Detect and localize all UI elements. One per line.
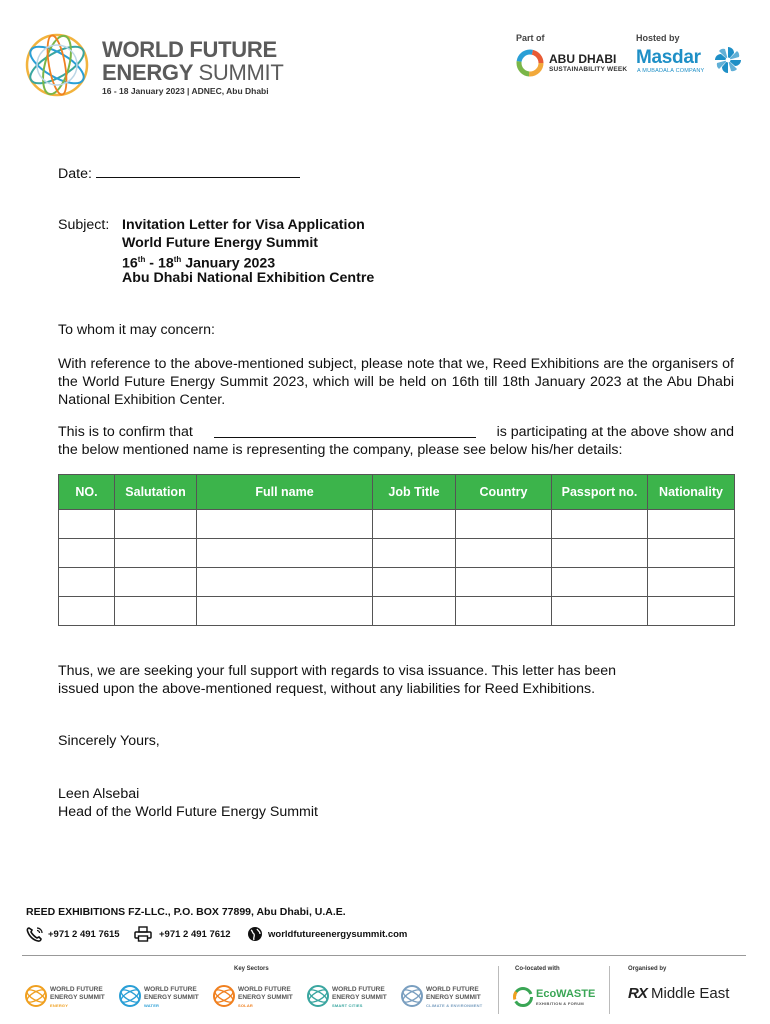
table-cell[interactable]: [648, 597, 735, 626]
table-cell[interactable]: [552, 568, 648, 597]
globe-icon: [246, 926, 264, 942]
table-cell[interactable]: [456, 539, 552, 568]
table-cell[interactable]: [373, 510, 456, 539]
ecowaste-ring-icon: [512, 986, 534, 1008]
subject-lines: [122, 216, 374, 286]
table-row: [59, 597, 735, 626]
masdar-sub: A MUBADALA COMPANY: [637, 68, 705, 74]
table-cell[interactable]: [59, 597, 115, 626]
table-cell[interactable]: [197, 539, 373, 568]
table-cell[interactable]: [648, 510, 735, 539]
organised-label: Organised by: [628, 966, 667, 972]
fax-icon: [134, 926, 152, 942]
table-cell[interactable]: [456, 510, 552, 539]
subject-label: Subject:: [58, 217, 110, 233]
table-cell[interactable]: [59, 539, 115, 568]
table-cell[interactable]: [59, 510, 115, 539]
table-cell[interactable]: [197, 597, 373, 626]
colocated-label: Co-located with: [515, 966, 560, 972]
masdar-swirl-icon: [712, 44, 744, 76]
rx-middle-east-logo: RX Middle East: [628, 985, 730, 1002]
table-row: [59, 510, 735, 539]
table-header-row: [59, 475, 735, 510]
footer-phone: +971 2 491 7615: [48, 929, 120, 940]
paragraph-1: With reference to the above-mentioned subject, please note that we, Reed Exhibitions are the organisers of the World Future Energy Summit 2023, which will be held on 16th till 18th January 2023 at the Abu Dhabi National Exhibition Center.: [58, 356, 734, 408]
closing: Sincerely Yours,: [58, 733, 160, 749]
date-line: [58, 163, 300, 183]
participant-table: [58, 474, 735, 626]
abu-dhabi-name: ABU DHABI: [549, 52, 617, 66]
event-title: WORLD FUTURE ENERGY SUMMIT: [102, 37, 284, 85]
table-row: [59, 568, 735, 597]
ecowaste-logo: EcoWASTE EXHIBITION & FORUM: [512, 985, 602, 1011]
date-blank: [96, 163, 300, 178]
table-cell[interactable]: [648, 539, 735, 568]
table-cell[interactable]: [552, 597, 648, 626]
sector-globe-icon: [24, 984, 48, 1008]
table-cell[interactable]: [197, 568, 373, 597]
signer-title: Head of the World Future Energy Summit: [58, 804, 318, 820]
sector-logo-climate: WORLD FUTURE ENERGY SUMMIT CLIMATE & ENVIRONMENT: [400, 984, 488, 1010]
table-cell[interactable]: [552, 510, 648, 539]
sector-logo-solar: WORLD FUTURE ENERGY SUMMIT SOLAR: [212, 984, 300, 1010]
table-cell[interactable]: [115, 510, 197, 539]
sector-globe-icon: [212, 984, 236, 1008]
subject-line-1: Invitation Letter for Visa Application: [122, 217, 365, 233]
sector-globe-icon: [118, 984, 142, 1008]
table-cell[interactable]: [115, 597, 197, 626]
sector-logo-smart-cities: WORLD FUTURE ENERGY SUMMIT SMART CITIES: [306, 984, 394, 1010]
table-cell[interactable]: [373, 539, 456, 568]
company-blank: [214, 423, 476, 438]
sector-globe-icon: [400, 984, 424, 1008]
subject-line-3: 16th - 18th January 2023: [122, 255, 276, 272]
key-sectors-label: Key Sectors: [234, 966, 269, 972]
footer-website[interactable]: worldfutureenergysummit.com: [268, 929, 408, 940]
table-cell[interactable]: [115, 539, 197, 568]
col-job-title: Job Title: [373, 475, 456, 510]
table-row: [59, 539, 735, 568]
footer-divider: [22, 955, 746, 956]
paragraph-2: This is to confirm that is participating at the above show and the below mentioned name is representing the company, please see below his/her details:: [58, 424, 734, 458]
table-cell[interactable]: [115, 568, 197, 597]
sector-globe-icon: [306, 984, 330, 1008]
event-dates: 16 - 18 January 2023 | ADNEC, Abu Dhabi: [102, 86, 269, 96]
salutation: To whom it may concern:: [58, 322, 215, 338]
table-cell[interactable]: [373, 597, 456, 626]
wfes-globe-logo: [24, 32, 90, 98]
paragraph-3: Thus, we are seeking your full support with regards to visa issuance. This letter has been issued upon the above-mentioned request, without any liabilities for Reed Exhibitions.: [58, 663, 617, 697]
footer-separator: [609, 966, 610, 1014]
subject-line-4: Abu Dhabi National Exhibition Centre: [122, 269, 375, 286]
signature-block: [58, 785, 318, 821]
phone-icon: [26, 926, 44, 942]
col-no: NO.: [59, 475, 115, 510]
col-full-name: Full name: [197, 475, 373, 510]
signer-name: Leen Alsebai: [58, 786, 140, 802]
footer-fax: +971 2 491 7612: [159, 929, 231, 940]
part-of-label: Part of: [516, 33, 545, 43]
table-cell[interactable]: [197, 510, 373, 539]
col-nationality: Nationality: [648, 475, 735, 510]
col-salutation: Salutation: [115, 475, 197, 510]
col-passport: Passport no.: [552, 475, 648, 510]
abu-dhabi-ring-icon: [516, 49, 544, 77]
table-cell[interactable]: [456, 597, 552, 626]
col-country: Country: [456, 475, 552, 510]
table-cell[interactable]: [648, 568, 735, 597]
subject-line-2: World Future Energy Summit: [122, 234, 319, 251]
abu-dhabi-sub: SUSTAINABILITY WEEK: [549, 66, 628, 73]
sector-logo-water: WORLD FUTURE ENERGY SUMMIT WATER: [118, 984, 206, 1010]
sector-logo-energy: WORLD FUTURE ENERGY SUMMIT ENERGY: [24, 984, 112, 1010]
table-cell[interactable]: [373, 568, 456, 597]
table-cell[interactable]: [456, 568, 552, 597]
hosted-by-label: Hosted by: [636, 33, 680, 43]
footer-company: REED EXHIBITIONS FZ-LLC., P.O. BOX 77899, Abu Dhabi, U.A.E.: [26, 906, 346, 918]
table-cell[interactable]: [552, 539, 648, 568]
footer-separator: [498, 966, 499, 1014]
table-cell[interactable]: [59, 568, 115, 597]
masdar-name: Masdar: [636, 47, 701, 68]
date-label: Date:: [58, 166, 92, 182]
